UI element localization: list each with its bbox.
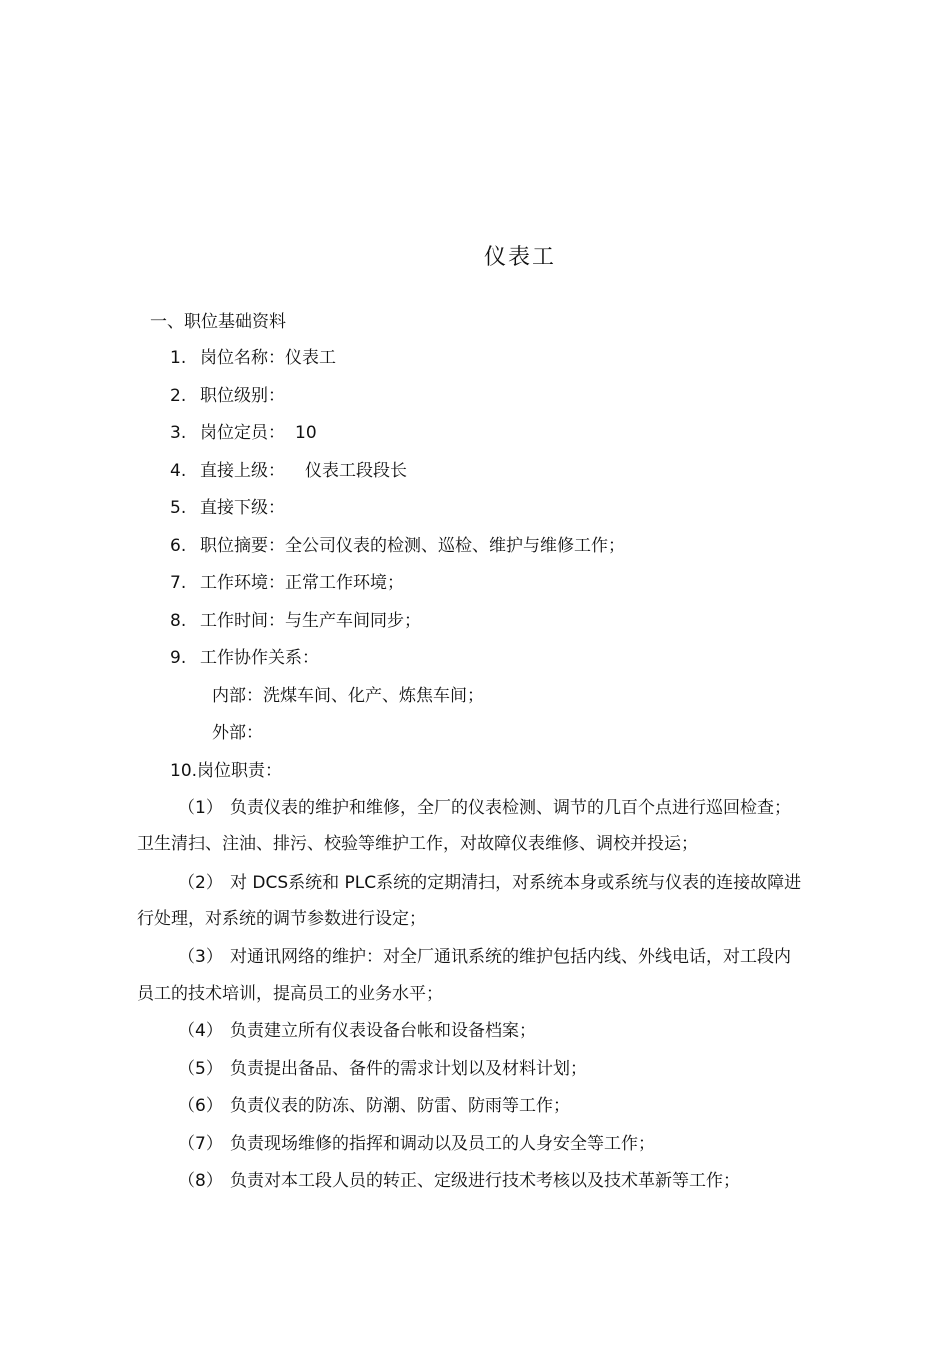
duty-3-continued: 员工的技术培训，提高员工的业务水平； <box>137 984 443 1004</box>
duty-1-continued: 卫生清扫、注油、排污、校验等维护工作，对故障仪表维修、调校并投运； <box>137 834 698 854</box>
duty-number: （4） <box>178 1021 223 1041</box>
item-number: 9. <box>170 648 187 668</box>
item-direct-superior <box>170 459 407 483</box>
item-number: 1. <box>170 348 187 368</box>
item-number: 3. <box>170 423 187 443</box>
item-value: 正常工作环境； <box>285 573 404 593</box>
duty-text: 负责提出备品、备件的需求计划以及材料计划； <box>230 1059 587 1079</box>
item-responsibilities <box>170 759 282 783</box>
item-number: 8. <box>170 611 187 631</box>
item-label: 职位摘要： <box>200 536 285 556</box>
duty-text: 负责对本工段人员的转正、定级进行技术考核以及技术革新等工作； <box>230 1171 740 1191</box>
item-label: 岗位定员： <box>200 423 285 443</box>
item-headcount <box>170 421 317 445</box>
item-collaboration <box>170 646 319 670</box>
duty-number: （5） <box>178 1059 223 1079</box>
item-label: 岗位名称： <box>200 348 285 368</box>
duty-number: （3） <box>178 947 223 967</box>
duty-1 <box>178 796 791 820</box>
duty-8 <box>178 1169 740 1193</box>
relation-internal: 内部：洗煤车间、化产、炼焦车间； <box>212 686 484 706</box>
item-job-name <box>170 346 336 370</box>
item-number: 5. <box>170 498 187 518</box>
duty-6 <box>178 1094 570 1118</box>
item-label: 职位级别： <box>200 386 285 406</box>
item-job-summary <box>170 534 625 558</box>
item-number: 6. <box>170 536 187 556</box>
item-work-time <box>170 609 421 633</box>
duty-4 <box>178 1019 536 1043</box>
relation-external: 外部： <box>212 723 263 743</box>
duty-number: （7） <box>178 1134 223 1154</box>
item-work-environment <box>170 571 404 595</box>
item-label: 工作时间： <box>200 611 285 631</box>
item-value: 仪表工 <box>285 348 336 368</box>
item-number: 7. <box>170 573 187 593</box>
duty-3 <box>178 945 791 969</box>
page-title: 仪表工 <box>483 245 556 270</box>
duty-2-continued: 行处理，对系统的调节参数进行设定； <box>137 909 426 929</box>
item-label: 直接上级： <box>200 461 285 481</box>
item-number: 10. <box>170 761 198 781</box>
duty-text: 负责建立所有仪表设备台帐和设备档案； <box>230 1021 536 1041</box>
duty-number: （8） <box>178 1171 223 1191</box>
duty-2 <box>178 871 801 895</box>
item-label: 岗位职责： <box>197 761 283 781</box>
duty-text: 对 DCS系统和 PLC系统的定期清扫，对系统本身或系统与仪表的连接故障进 <box>230 873 802 893</box>
item-label: 工作协作关系： <box>200 648 319 668</box>
item-number: 4. <box>170 461 187 481</box>
item-label: 直接下级： <box>200 498 285 518</box>
item-label: 工作环境： <box>200 573 285 593</box>
duty-text: 对通讯网络的维护：对全厂通讯系统的维护包括内线、外线电话，对工段内 <box>230 947 791 967</box>
duty-text: 负责仪表的防冻、防潮、防雷、防雨等工作； <box>230 1096 570 1116</box>
item-number: 2. <box>170 386 187 406</box>
item-value: 与生产车间同步； <box>285 611 421 631</box>
duty-text: 负责现场维修的指挥和调动以及员工的人身安全等工作； <box>230 1134 655 1154</box>
item-value: 仪表工段段长 <box>305 461 407 481</box>
item-job-level <box>170 384 285 408</box>
section-heading: 一、职位基础资料 <box>150 312 286 332</box>
duty-number: （6） <box>178 1096 223 1116</box>
item-value: 全公司仪表的检测、巡检、维护与维修工作； <box>285 536 625 556</box>
item-value: 10 <box>295 423 317 443</box>
item-direct-subordinate <box>170 496 285 520</box>
duty-text: 负责仪表的维护和维修，全厂的仪表检测、调节的几百个点进行巡回检查； <box>230 798 791 818</box>
duty-number: （1） <box>178 798 223 818</box>
duty-7 <box>178 1132 655 1156</box>
duty-number: （2） <box>178 873 223 893</box>
duty-5 <box>178 1057 587 1081</box>
